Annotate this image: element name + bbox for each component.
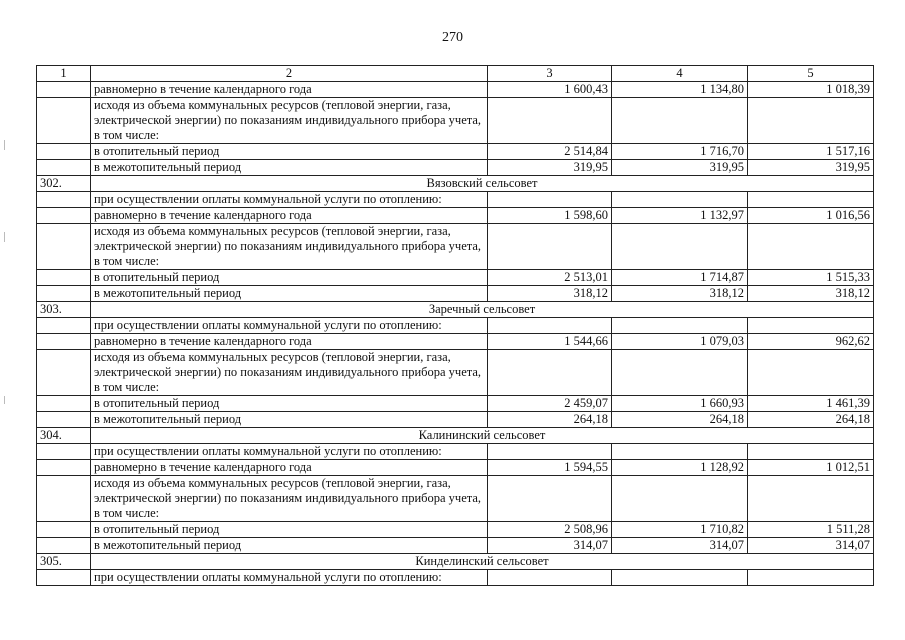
row-description: исходя из объема коммунальных ресурсов (тепловой энергии, газа, электрической энергии) по показаниям индивидуального прибора учета, в том числе: bbox=[91, 350, 488, 396]
value-column-5 bbox=[748, 318, 874, 334]
row-description: в межотопительный период bbox=[91, 538, 488, 554]
row-description: в межотопительный период bbox=[91, 160, 488, 176]
value-column-5: 1 517,16 bbox=[748, 144, 874, 160]
value-column-3 bbox=[488, 350, 612, 396]
value-column-4 bbox=[612, 224, 748, 270]
row-index bbox=[37, 334, 91, 350]
row-description: в отопительный период bbox=[91, 270, 488, 286]
value-column-5: 1 511,28 bbox=[748, 522, 874, 538]
value-column-5 bbox=[748, 570, 874, 586]
value-column-4: 1 132,97 bbox=[612, 208, 748, 224]
table-row bbox=[37, 318, 874, 334]
value-column-4: 264,18 bbox=[612, 412, 748, 428]
table-row bbox=[37, 476, 874, 522]
row-description: равномерно в течение календарного года bbox=[91, 208, 488, 224]
section-number: 303. bbox=[37, 302, 91, 318]
row-description: при осуществлении оплаты коммунальной услуги по отоплению: bbox=[91, 570, 488, 586]
page-number: 270 bbox=[442, 30, 463, 45]
table-row bbox=[37, 286, 874, 302]
section-title: Вязовский сельсовет bbox=[91, 176, 874, 192]
table-row bbox=[37, 334, 874, 350]
row-description: при осуществлении оплаты коммунальной услуги по отоплению: bbox=[91, 192, 488, 208]
row-index bbox=[37, 522, 91, 538]
scan-artifact-mark bbox=[4, 396, 5, 404]
value-column-5 bbox=[748, 192, 874, 208]
row-index bbox=[37, 208, 91, 224]
value-column-5 bbox=[748, 350, 874, 396]
value-column-4 bbox=[612, 570, 748, 586]
table-row bbox=[37, 144, 874, 160]
table-row bbox=[37, 522, 874, 538]
value-column-3: 1 594,55 bbox=[488, 460, 612, 476]
value-column-3 bbox=[488, 98, 612, 144]
section-number: 302. bbox=[37, 176, 91, 192]
value-column-3: 2 513,01 bbox=[488, 270, 612, 286]
value-column-5 bbox=[748, 476, 874, 522]
value-column-3: 1 544,66 bbox=[488, 334, 612, 350]
column-header: 3 bbox=[488, 66, 612, 82]
value-column-5: 962,62 bbox=[748, 334, 874, 350]
row-index bbox=[37, 538, 91, 554]
value-column-4 bbox=[612, 318, 748, 334]
row-description: исходя из объема коммунальных ресурсов (тепловой энергии, газа, электрической энергии) по показаниям индивидуального прибора учета, в том числе: bbox=[91, 476, 488, 522]
row-description: в отопительный период bbox=[91, 396, 488, 412]
table-row bbox=[37, 350, 874, 396]
value-column-3 bbox=[488, 318, 612, 334]
value-column-4 bbox=[612, 350, 748, 396]
value-column-3: 2 514,84 bbox=[488, 144, 612, 160]
row-index bbox=[37, 160, 91, 176]
value-column-5: 1 515,33 bbox=[748, 270, 874, 286]
value-column-3: 1 598,60 bbox=[488, 208, 612, 224]
table-row bbox=[37, 444, 874, 460]
scan-artifact-mark bbox=[4, 140, 5, 150]
section-number: 304. bbox=[37, 428, 91, 444]
table-row bbox=[37, 270, 874, 286]
section-row bbox=[37, 554, 874, 570]
row-description: исходя из объема коммунальных ресурсов (тепловой энергии, газа, электрической энергии) по показаниям индивидуального прибора учета, в том числе: bbox=[91, 224, 488, 270]
value-column-5: 1 012,51 bbox=[748, 460, 874, 476]
table-row bbox=[37, 82, 874, 98]
value-column-4: 318,12 bbox=[612, 286, 748, 302]
value-column-5 bbox=[748, 444, 874, 460]
value-column-5: 314,07 bbox=[748, 538, 874, 554]
row-description: равномерно в течение календарного года bbox=[91, 334, 488, 350]
row-index bbox=[37, 476, 91, 522]
row-index bbox=[37, 570, 91, 586]
column-header: 2 bbox=[91, 66, 488, 82]
row-index bbox=[37, 270, 91, 286]
value-column-3 bbox=[488, 192, 612, 208]
row-index bbox=[37, 82, 91, 98]
value-column-4: 1 660,93 bbox=[612, 396, 748, 412]
table-row bbox=[37, 192, 874, 208]
table-row bbox=[37, 98, 874, 144]
table-row bbox=[37, 412, 874, 428]
value-column-3: 2 508,96 bbox=[488, 522, 612, 538]
row-description: исходя из объема коммунальных ресурсов (тепловой энергии, газа, электрической энергии) по показаниям индивидуального прибора учета, в том числе: bbox=[91, 98, 488, 144]
value-column-3: 318,12 bbox=[488, 286, 612, 302]
value-column-3: 2 459,07 bbox=[488, 396, 612, 412]
value-column-3: 1 600,43 bbox=[488, 82, 612, 98]
value-column-3 bbox=[488, 224, 612, 270]
value-column-4 bbox=[612, 192, 748, 208]
section-title: Кинделинский сельсовет bbox=[91, 554, 874, 570]
value-column-5: 1 016,56 bbox=[748, 208, 874, 224]
value-column-3 bbox=[488, 476, 612, 522]
row-description: в межотопительный период bbox=[91, 412, 488, 428]
row-description: в отопительный период bbox=[91, 522, 488, 538]
table-row bbox=[37, 224, 874, 270]
row-description: равномерно в течение календарного года bbox=[91, 82, 488, 98]
row-index bbox=[37, 412, 91, 428]
row-index bbox=[37, 98, 91, 144]
value-column-5: 1 461,39 bbox=[748, 396, 874, 412]
value-column-5 bbox=[748, 98, 874, 144]
value-column-3 bbox=[488, 570, 612, 586]
value-column-4 bbox=[612, 476, 748, 522]
value-column-4: 1 714,87 bbox=[612, 270, 748, 286]
row-description: при осуществлении оплаты коммунальной услуги по отоплению: bbox=[91, 318, 488, 334]
value-column-4: 1 134,80 bbox=[612, 82, 748, 98]
value-column-3 bbox=[488, 444, 612, 460]
row-description: в межотопительный период bbox=[91, 286, 488, 302]
table-row bbox=[37, 460, 874, 476]
section-row bbox=[37, 176, 874, 192]
value-column-3: 319,95 bbox=[488, 160, 612, 176]
section-title: Калининский сельсовет bbox=[91, 428, 874, 444]
value-column-4: 1 079,03 bbox=[612, 334, 748, 350]
section-row bbox=[37, 302, 874, 318]
value-column-5 bbox=[748, 224, 874, 270]
row-index bbox=[37, 396, 91, 412]
table-row bbox=[37, 396, 874, 412]
value-column-3: 314,07 bbox=[488, 538, 612, 554]
section-row bbox=[37, 428, 874, 444]
value-column-4: 314,07 bbox=[612, 538, 748, 554]
row-index bbox=[37, 144, 91, 160]
scan-artifact-mark bbox=[4, 232, 5, 242]
row-index bbox=[37, 286, 91, 302]
value-column-4 bbox=[612, 98, 748, 144]
table-row bbox=[37, 538, 874, 554]
table-row bbox=[37, 160, 874, 176]
row-index bbox=[37, 350, 91, 396]
value-column-5: 319,95 bbox=[748, 160, 874, 176]
tariff-table bbox=[36, 65, 874, 586]
row-description: при осуществлении оплаты коммунальной услуги по отоплению: bbox=[91, 444, 488, 460]
section-title: Заречный сельсовет bbox=[91, 302, 874, 318]
table-header-row bbox=[37, 66, 874, 82]
value-column-5: 1 018,39 bbox=[748, 82, 874, 98]
column-header: 1 bbox=[37, 66, 91, 82]
row-description: в отопительный период bbox=[91, 144, 488, 160]
row-index bbox=[37, 192, 91, 208]
value-column-4: 1 128,92 bbox=[612, 460, 748, 476]
value-column-3: 264,18 bbox=[488, 412, 612, 428]
value-column-4: 1 710,82 bbox=[612, 522, 748, 538]
row-description: равномерно в течение календарного года bbox=[91, 460, 488, 476]
table-body bbox=[37, 82, 874, 586]
value-column-4: 319,95 bbox=[612, 160, 748, 176]
row-index bbox=[37, 444, 91, 460]
row-index bbox=[37, 224, 91, 270]
value-column-5: 264,18 bbox=[748, 412, 874, 428]
value-column-4: 1 716,70 bbox=[612, 144, 748, 160]
row-index bbox=[37, 318, 91, 334]
section-number: 305. bbox=[37, 554, 91, 570]
table-row bbox=[37, 570, 874, 586]
column-header: 4 bbox=[612, 66, 748, 82]
value-column-5: 318,12 bbox=[748, 286, 874, 302]
table-row bbox=[37, 208, 874, 224]
row-index bbox=[37, 460, 91, 476]
column-header: 5 bbox=[748, 66, 874, 82]
value-column-4 bbox=[612, 444, 748, 460]
